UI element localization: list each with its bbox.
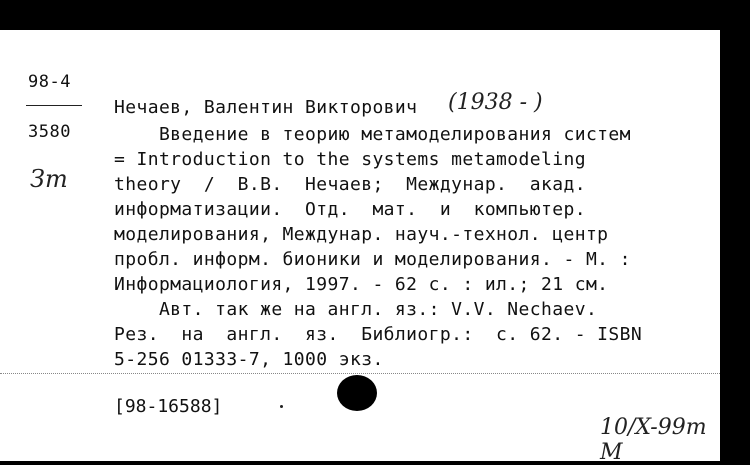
entry-line-1: Введение в теорию метамоделирования систем — [114, 124, 631, 145]
entry-line-10: 5-256 01333-7, 1000 экз. — [114, 349, 384, 370]
entry-line-8: Авт. так же на англ. яз.: V.V. Nechaev. — [114, 299, 598, 320]
entry-line-3: theory / В.В. Нечаев; Междунар. акад. — [114, 174, 586, 195]
handwritten-dates: (1938 - ) — [448, 90, 543, 115]
handwritten-margin-mark: Зm — [30, 165, 68, 193]
catalog-card — [0, 30, 720, 465]
call-number-bottom: 3580 — [28, 122, 71, 142]
handwritten-note: 10/X-99т М — [600, 415, 707, 465]
card-punch-hole — [337, 375, 377, 411]
entry-line-4: информатизации. Отд. мат. и компьютер. — [114, 199, 586, 220]
call-number-top: 98-4 — [28, 72, 71, 92]
author-heading: Нечаев, Валентин Викторович — [114, 97, 418, 118]
entry-line-9: Рез. на англ. яз. Библиогр.: с. 62. - ISBN — [114, 324, 643, 345]
call-number-divider — [26, 105, 82, 106]
entry-line-6: пробл. информ. бионики и моделирования. - М. : — [114, 249, 631, 270]
record-id: [98-16588] — [114, 396, 223, 417]
stray-dot — [280, 405, 283, 408]
entry-line-2: = Introduction to the systems metamodeling — [114, 149, 586, 170]
entry-line-7: Информациология, 1997. - 62 с. : ил.; 21 см. — [114, 274, 609, 295]
entry-line-5: моделирования, Междунар. науч.-технол. центр — [114, 224, 609, 245]
